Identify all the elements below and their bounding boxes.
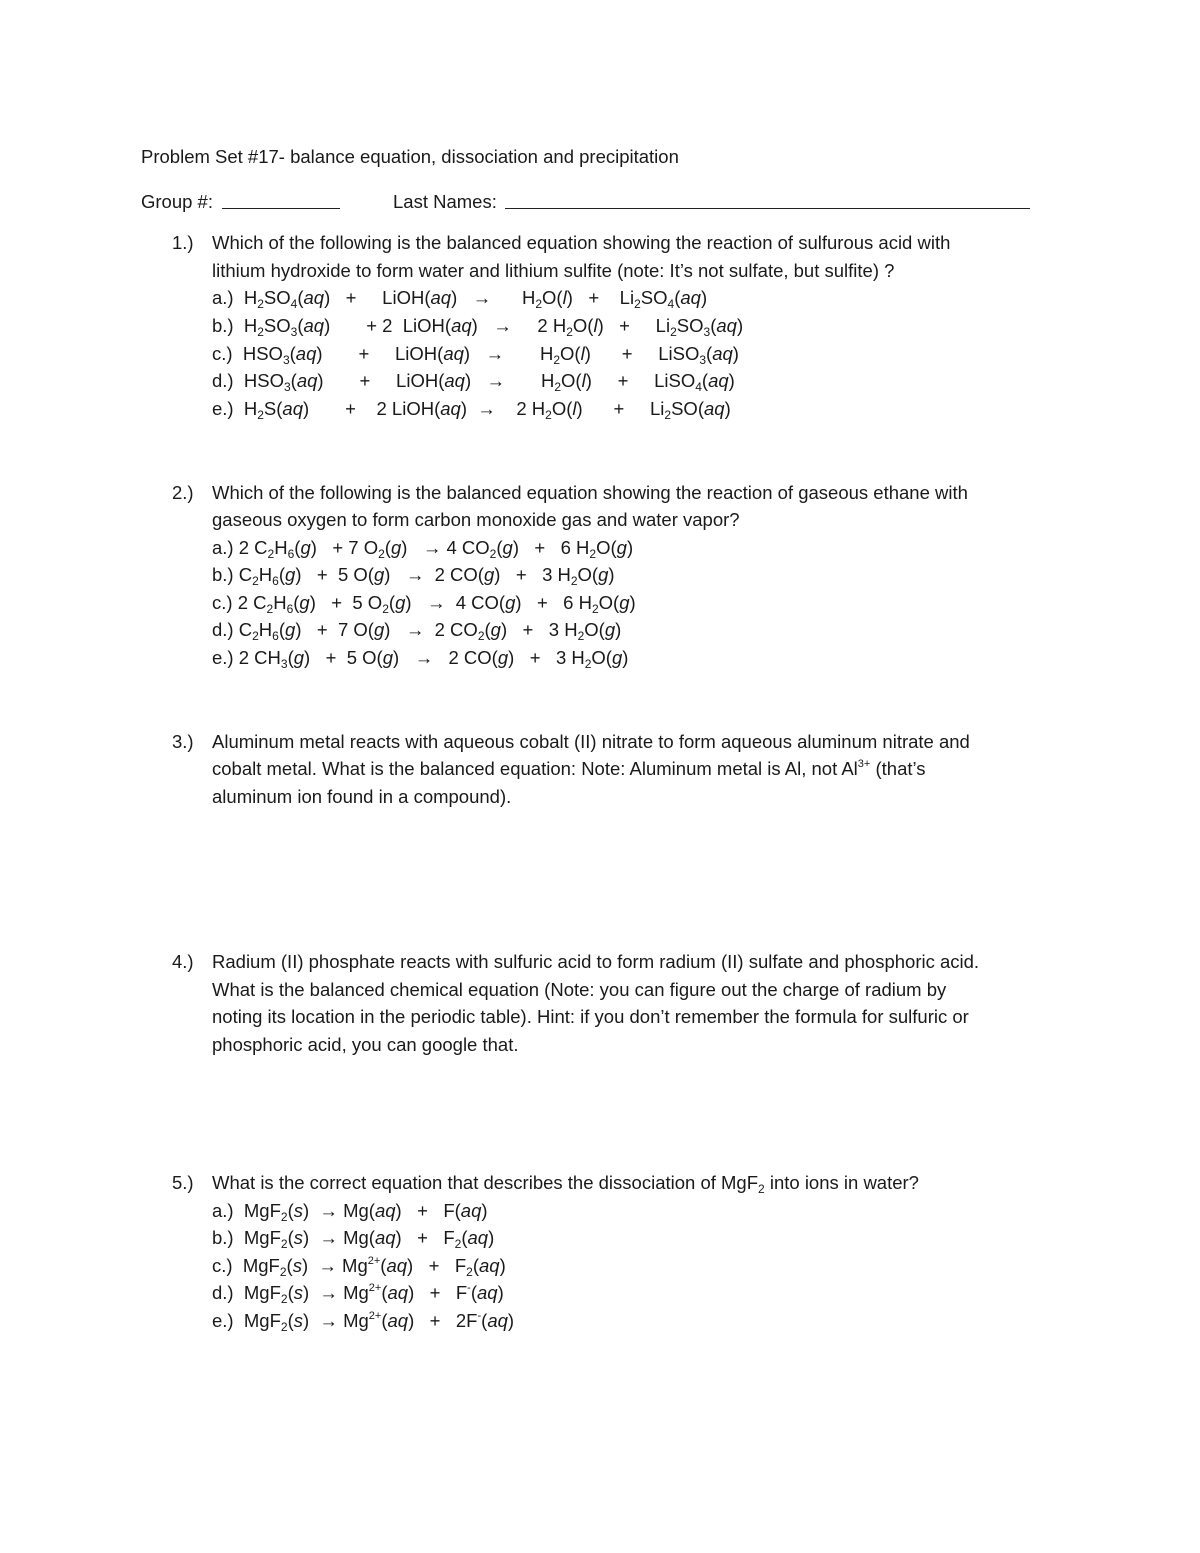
- q2-option-d: d.) $C_2H_6(g) + 7$ O(g) → 2 $CO_2(g) + 3$ $H_2O(g)$: [212, 619, 622, 643]
- q4-text-line1: Radium (II) phosphate reacts with sulfuric acid to form radium (II) sulfate and phosphoric acid.: [212, 951, 980, 972]
- q1-option-e-label: e.): [212, 398, 234, 419]
- q2-text-line2: gaseous oxygen to form carbon monoxide gas and water vapor?: [212, 509, 740, 530]
- q4-text-line2: What is the balanced chemical equation (Note: you can figure out the charge of radium by: [212, 979, 947, 1000]
- q4-text-line3: noting its location in the periodic table). Hint: if you don’t remember the formula for sulfuric or: [212, 1006, 969, 1027]
- q1-text-line1: Which of the following is the balanced equation showing the reaction of sulfurous acid with: [212, 232, 951, 253]
- q5-option-e-label: e.): [212, 1310, 234, 1331]
- q5-option-a-label: a.): [212, 1200, 234, 1221]
- q5-option-d-label: d.): [212, 1282, 234, 1303]
- q2-option-b-label: b.): [212, 564, 234, 585]
- q1-option-b-label: b.): [212, 315, 234, 336]
- q5-option-c-label: c.): [212, 1255, 233, 1276]
- q2-text-line1: Which of the following is the balanced equation showing the reaction of gaseous ethane with: [212, 482, 968, 503]
- q5-option-b-label: b.): [212, 1227, 234, 1248]
- q3-number: 3.): [172, 731, 194, 752]
- group-blank[interactable]: [222, 208, 340, 209]
- q5-option-b: b.) $MgF_2(s) \to Mg(aq) + F_2(aq)$: [212, 1227, 495, 1251]
- q1-option-d-label: d.): [212, 370, 234, 391]
- q1-number: 1.): [172, 232, 194, 253]
- names-label: Last Names:: [393, 191, 497, 212]
- q2-option-a: a.) 2 $C_2H_6(g) + 7$ $O_2(g) \to 4$ $CO_2(g) + 6$ $H_2O(g)$: [212, 537, 634, 561]
- q5-text-line1: What is the correct equation that describes the dissociation of MgF$_2$ into ions in water?: [212, 1172, 919, 1196]
- q1-option-c: c.) $HSO_3(aq)$ + LiOH(aq) → $H_2O(l)$ + LiSO$_3$(aq): [212, 343, 739, 367]
- q1-option-d: d.) $HSO_3(aq)$ + LiOH(aq) → $H_2O(l)$ + LiSO$_4$(aq): [212, 370, 735, 394]
- group-label: Group #:: [141, 191, 213, 212]
- q3-text-line2: cobalt metal. What is the balanced equation: Note: Aluminum metal is Al, not $Al^{3+}$ (that’s: [212, 758, 926, 779]
- q3-text-line3: aluminum ion found in a compound).: [212, 786, 512, 807]
- q5-option-a: a.) MgF$_2$(s) → Mg(aq) + F(aq): [212, 1200, 488, 1224]
- q2-option-c: c.) 2 $C_2H_6(g) + 5$ $O_2(g) \to 4$ CO(g) + 6 $H_2O(g)$: [212, 592, 636, 616]
- names-blank[interactable]: [505, 208, 1030, 209]
- q1-option-a: a.) $H_2SO_4(aq)$ + LiOH(aq) → $H_2O(l)$ + $Li_2SO_4(aq)$: [212, 287, 708, 311]
- q4-text-line4: phosphoric acid, you can google that.: [212, 1034, 519, 1055]
- q2-option-e: e.) 2 $CH_3(g) + 5$ O(g) → 2 CO(g) + 3 $H_2O(g)$: [212, 647, 629, 671]
- q1-option-b: b.) $H_2SO_3(aq)$ + 2 LiOH(aq) → 2 $H_2O(l)$ + $Li_2SO_3(aq)$: [212, 315, 744, 339]
- q1-option-e: e.) $H_2S(aq)$ + 2 LiOH(aq) → 2 $H_2O(l)$ + $Li_2SO(aq)$: [212, 398, 731, 422]
- q2-option-d-label: d.): [212, 619, 234, 640]
- q4-number: 4.): [172, 951, 194, 972]
- q5-option-d: d.) $MgF_2(s) \to Mg^{2+}(aq) + F^-(aq)$: [212, 1282, 504, 1306]
- q2-option-e-label: e.): [212, 647, 234, 668]
- q5-option-c: c.) $MgF_2(s) \to Mg^{2+}(aq) + F_2(aq)$: [212, 1255, 506, 1279]
- q1-option-a-label: a.): [212, 287, 234, 308]
- q3-text-line1: Aluminum metal reacts with aqueous cobalt (II) nitrate to form aqueous aluminum nitrate and: [212, 731, 970, 752]
- q1-text-line2: lithium hydroxide to form water and lithium sulfite (note: It’s not sulfate, but sulfite) ?: [212, 260, 895, 281]
- q5-number: 5.): [172, 1172, 194, 1193]
- q2-option-b: b.) $C_2H_6(g) + 5$ O(g) → 2 CO(g) + 3 $H_2O(g)$: [212, 564, 615, 588]
- q5-option-e: e.) $MgF_2(s) \to Mg^{2+}(aq) + 2F^-(aq)$: [212, 1310, 515, 1334]
- q2-number: 2.): [172, 482, 194, 503]
- q2-option-c-label: c.): [212, 592, 233, 613]
- q1-option-c-label: c.): [212, 343, 233, 364]
- q2-option-a-label: a.): [212, 537, 234, 558]
- page-title: Problem Set #17- balance equation, dissociation and precipitation: [141, 146, 679, 167]
